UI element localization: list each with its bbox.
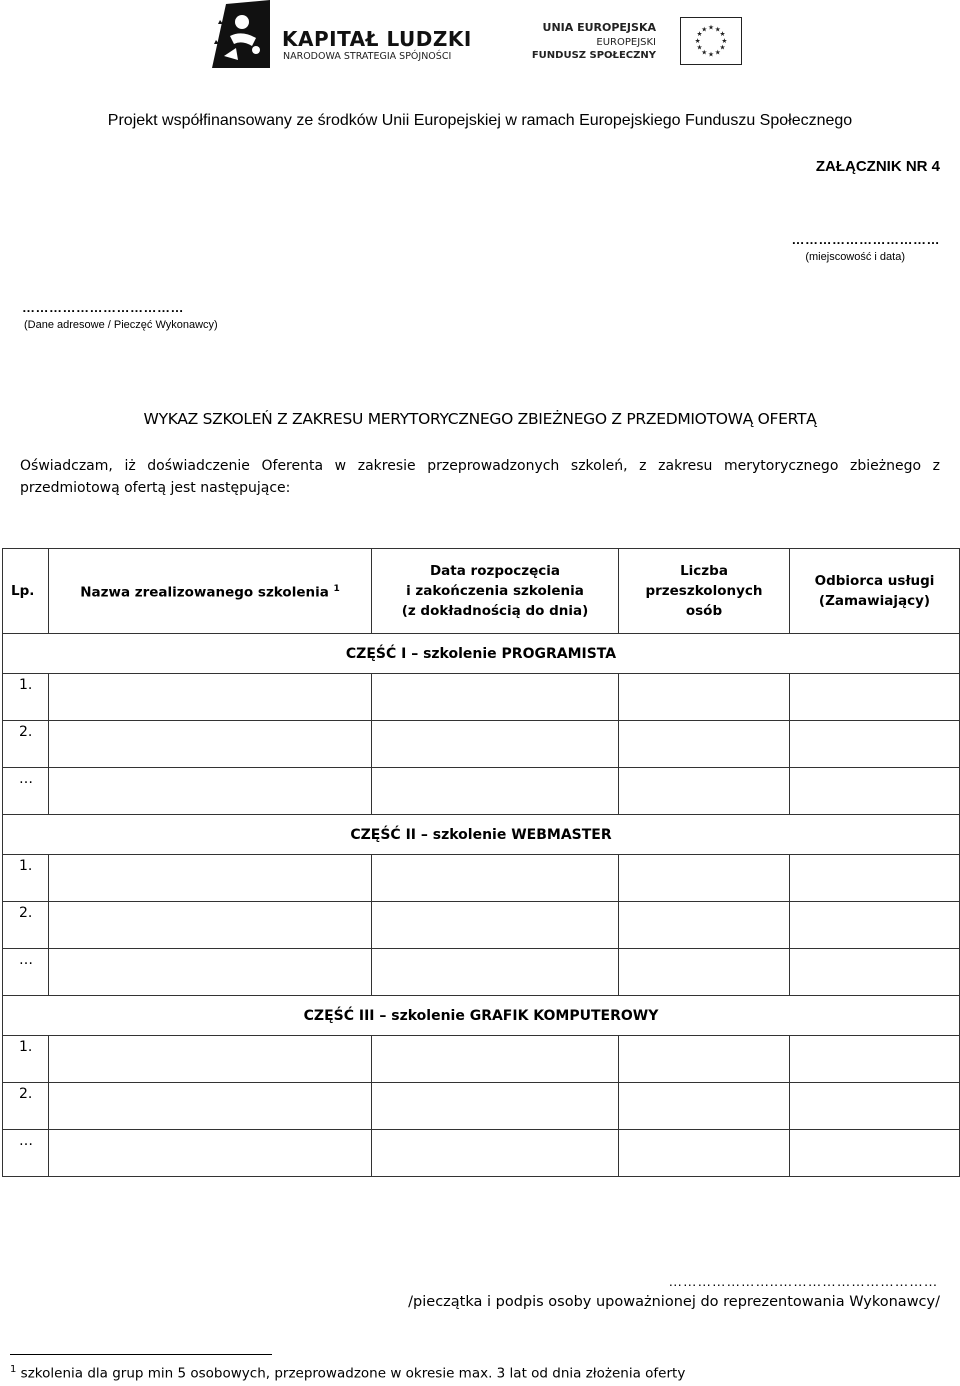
section-title: CZĘŚĆ III – szkolenie GRAFIK KOMPUTEROWY [3, 996, 960, 1036]
table-header-row [3, 549, 960, 634]
eu-logo [531, 17, 748, 67]
cell-trainee-count[interactable] [619, 902, 790, 949]
cell-trainee-count[interactable] [619, 721, 790, 768]
kapital-ludzki-subtitle: NARODOWA STRATEGIA SPÓJNOŚCI [283, 51, 452, 62]
svg-text:★: ★ [694, 36, 701, 45]
cell-recipient[interactable] [790, 1083, 960, 1130]
svg-text:★: ★ [714, 25, 721, 34]
annex-label: ZAŁĄCZNIK NR 4 [815, 158, 940, 175]
cell-dates[interactable] [372, 1130, 619, 1177]
row-number: … [3, 1130, 49, 1177]
cell-dates[interactable] [372, 1036, 619, 1083]
cell-training-name[interactable] [49, 674, 372, 721]
table-row [3, 855, 960, 902]
cell-trainee-count[interactable] [619, 1083, 790, 1130]
header-recipient: Odbiorca usługi (Zamawiający) [790, 549, 960, 634]
cell-recipient[interactable] [790, 1036, 960, 1083]
row-number: … [3, 768, 49, 815]
svg-text:★: ★ [708, 23, 714, 32]
cell-recipient[interactable] [790, 855, 960, 902]
table-row [3, 1083, 960, 1130]
section-row [3, 815, 960, 855]
cell-recipient[interactable] [790, 768, 960, 815]
svg-text:★: ★ [714, 48, 721, 57]
cell-recipient[interactable] [790, 721, 960, 768]
cofinance-note: Projekt współfinansowany ze środków Unii Europejskiej w ramach Europejskiego Funduszu Społecznego [107, 112, 853, 129]
cell-dates[interactable] [372, 902, 619, 949]
cell-dates[interactable] [372, 949, 619, 996]
cell-dates[interactable] [372, 768, 619, 815]
svg-text:★: ★ [696, 43, 703, 52]
svg-text:★: ★ [719, 43, 726, 52]
table-row [3, 1130, 960, 1177]
cell-training-name[interactable] [49, 721, 372, 768]
row-number: 1. [3, 1036, 49, 1083]
section-title: CZĘŚĆ II – szkolenie WEBMASTER [3, 815, 960, 855]
cell-dates[interactable] [372, 674, 619, 721]
cell-trainee-count[interactable] [619, 1036, 790, 1083]
table-row [3, 1036, 960, 1083]
footnote-number: 1 [10, 1364, 17, 1375]
kapital-ludzki-logo [212, 0, 472, 72]
cell-training-name[interactable] [49, 1036, 372, 1083]
place-date-field: …………………………… [791, 232, 940, 247]
table-row [3, 768, 960, 815]
cell-dates[interactable] [372, 721, 619, 768]
row-number: 1. [3, 855, 49, 902]
cell-training-name[interactable] [49, 855, 372, 902]
svg-text:★: ★ [696, 30, 703, 39]
cell-dates[interactable] [372, 855, 619, 902]
footnote [10, 1364, 685, 1382]
svg-text:★: ★ [701, 48, 708, 57]
footnote-text: szkolenia dla grup min 5 osobowych, przeprowadzone w okresie max. 3 lat od dnia złożenia oferty [20, 1365, 686, 1382]
eu-flag-icon [680, 17, 742, 65]
contractor-stamp-field: ……………………………… [22, 300, 184, 315]
section-title: CZĘŚĆ I – szkolenie PROGRAMISTA [3, 634, 960, 674]
contractor-stamp-label: (Dane adresowe / Pieczęć Wykonawcy) [24, 319, 218, 331]
place-date-label: (miejscowość i data) [805, 251, 905, 263]
svg-text:★: ★ [701, 25, 708, 34]
table-row [3, 902, 960, 949]
eu-logo-line-1: UNIA EUROPEJSKA [542, 21, 656, 34]
cell-trainee-count[interactable] [619, 674, 790, 721]
document-title: WYKAZ SZKOLEŃ Z ZAKRESU MERYTORYCZNEGO ZBIEŻNEGO Z PRZEDMIOTOWĄ OFERTĄ [143, 410, 817, 428]
svg-text:★: ★ [721, 36, 728, 45]
signature-field: …………………..…………………………… [668, 1273, 938, 1289]
footnote-marker: 1 [333, 584, 340, 595]
row-number: 2. [3, 721, 49, 768]
svg-text:★: ★ [708, 50, 714, 59]
kapital-ludzki-title: KAPITAŁ LUDZKI [282, 27, 472, 51]
section-row [3, 996, 960, 1036]
cell-recipient[interactable] [790, 902, 960, 949]
table-row [3, 949, 960, 996]
cell-recipient[interactable] [790, 674, 960, 721]
cell-recipient[interactable] [790, 1130, 960, 1177]
header-lp: Lp. [3, 549, 49, 634]
cell-trainee-count[interactable] [619, 949, 790, 996]
row-number: 1. [3, 674, 49, 721]
cell-training-name[interactable] [49, 902, 372, 949]
signature-label: /pieczątka i podpis osoby upoważnionej do reprezentowania Wykonawcy/ [408, 1294, 940, 1310]
row-number: 2. [3, 1083, 49, 1130]
cell-trainee-count[interactable] [619, 855, 790, 902]
eu-logo-line-2: EUROPEJSKI [596, 37, 656, 48]
cell-training-name[interactable] [49, 949, 372, 996]
eu-logo-line-3: FUNDUSZ SPOŁECZNY [531, 50, 656, 61]
svg-text:★: ★ [719, 30, 726, 39]
cell-training-name[interactable] [49, 768, 372, 815]
declaration-text: Oświadczam, iż doświadczenie Oferenta w zakresie przeprowadzonych szkoleń, z zakresu merytorycznego zbieżnego z przedmiotową ofertą jest następujące: [20, 458, 940, 496]
header-trainee-count: Liczba przeszkolonych osób [619, 549, 790, 634]
row-number: 2. [3, 902, 49, 949]
cell-recipient[interactable] [790, 949, 960, 996]
cell-training-name[interactable] [49, 1130, 372, 1177]
table-row [3, 674, 960, 721]
cell-training-name[interactable] [49, 1083, 372, 1130]
cell-trainee-count[interactable] [619, 768, 790, 815]
trainings-table [2, 548, 960, 1177]
footnote-divider [10, 1354, 272, 1355]
header-training-name: Nazwa zrealizowanego szkolenia $^1$ [49, 549, 372, 634]
table-row [3, 721, 960, 768]
kapital-ludzki-symbol-icon [212, 0, 270, 68]
row-number: … [3, 949, 49, 996]
cell-dates[interactable] [372, 1083, 619, 1130]
cell-trainee-count[interactable] [619, 1130, 790, 1177]
section-row [3, 634, 960, 674]
header-dates: Data rozpoczęcia i zakończenia szkolenia (z dokładnością do dnia) [372, 549, 619, 634]
